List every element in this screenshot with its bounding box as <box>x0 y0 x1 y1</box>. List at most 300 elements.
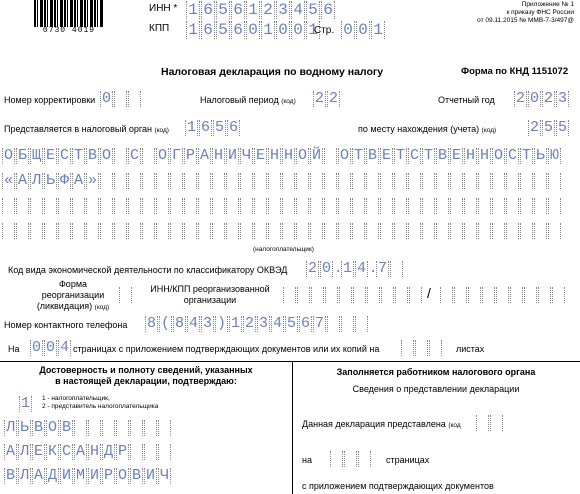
char-cell <box>283 287 296 303</box>
correction-cells <box>100 91 142 107</box>
char-cell: Л <box>19 467 29 484</box>
char-cell: 3 <box>276 1 290 19</box>
char-cell <box>534 198 547 214</box>
char-cell: О <box>101 147 111 164</box>
char-cell <box>429 340 442 356</box>
char-cell <box>310 198 323 214</box>
office-pages-label: страницах <box>386 455 430 465</box>
reorg-inn-cells <box>283 287 423 303</box>
reorg-slash: / <box>427 285 431 301</box>
char-cell <box>506 223 519 239</box>
char-cell: ) <box>216 315 226 332</box>
char-cell <box>367 287 380 303</box>
char-cell: 2 <box>261 1 275 19</box>
char-cell: 1 <box>186 1 200 19</box>
char-cell: В <box>87 147 97 164</box>
char-cell <box>478 173 491 189</box>
char-cell <box>482 287 495 303</box>
char-cell <box>358 451 371 467</box>
char-cell: Т <box>521 147 531 164</box>
char-cell <box>2 198 15 214</box>
char-cell: Н <box>89 443 99 460</box>
char-cell <box>268 173 281 189</box>
char-cell <box>30 198 43 214</box>
char-cell <box>184 173 197 189</box>
char-cell: 1 <box>246 1 260 19</box>
char-cell <box>352 223 365 239</box>
pages-middle-label: страницах с приложением подтверждающих документов или их копий на <box>73 344 380 354</box>
char-cell <box>268 198 281 214</box>
char-cell <box>409 287 422 303</box>
char-cell <box>422 223 435 239</box>
location-cells <box>528 120 570 136</box>
char-cell <box>114 223 127 239</box>
char-cell: И <box>145 467 155 484</box>
char-cell: Т <box>73 147 83 164</box>
char-cell <box>490 415 503 431</box>
char-cell: 8 <box>146 315 156 332</box>
char-cell: 3 <box>557 90 567 107</box>
office-pages-cells <box>330 451 372 467</box>
char-cell <box>128 173 141 189</box>
char-cell: Ч <box>241 147 251 164</box>
char-cell <box>353 287 366 303</box>
char-cell: Р <box>103 467 113 484</box>
char-cell <box>506 173 519 189</box>
char-cell <box>338 173 351 189</box>
char-cell: 4 <box>272 315 282 332</box>
char-cell <box>327 316 340 332</box>
signer-code-cell: 1 <box>20 395 30 412</box>
char-cell <box>226 198 239 214</box>
reorg-kpp-cells <box>440 287 566 303</box>
char-cell <box>130 444 143 460</box>
char-cell <box>380 223 393 239</box>
form-code: Форма по КНД 1151072 <box>461 66 569 77</box>
char-cell <box>394 223 407 239</box>
char-cell: С <box>59 147 69 164</box>
char-cell: 4 <box>188 315 198 332</box>
taxpayer-line <box>2 173 562 189</box>
char-cell <box>240 198 253 214</box>
char-cell <box>114 148 127 164</box>
char-cell: 5 <box>557 119 567 136</box>
char-cell: К <box>47 443 57 460</box>
char-cell <box>394 198 407 214</box>
char-cell: С <box>507 147 517 164</box>
char-cell: 6 <box>201 21 215 39</box>
office-title: Заполняется работником налогового органа <box>336 367 536 377</box>
char-cell <box>341 316 354 332</box>
char-cell <box>380 173 393 189</box>
char-cell <box>184 223 197 239</box>
char-cell: В <box>437 147 447 164</box>
char-cell: Р <box>185 147 195 164</box>
office-docs-label: с приложением подтверждающих документов <box>302 481 494 491</box>
char-cell <box>58 198 71 214</box>
char-cell: 0 <box>291 21 305 39</box>
char-cell: Ь <box>45 172 55 189</box>
char-cell <box>297 287 310 303</box>
char-cell: Н <box>283 147 293 164</box>
char-cell: 3 <box>258 315 268 332</box>
char-cell <box>464 223 477 239</box>
char-cell <box>254 198 267 214</box>
char-cell: 5 <box>216 21 230 39</box>
char-cell <box>520 198 533 214</box>
char-cell <box>520 173 533 189</box>
char-cell: И <box>89 467 99 484</box>
char-cell <box>548 198 561 214</box>
char-cell <box>170 173 183 189</box>
char-cell: Й <box>311 147 321 164</box>
char-cell <box>156 173 169 189</box>
char-cell <box>478 198 491 214</box>
char-cell <box>330 451 343 467</box>
char-cell: 5 <box>306 1 320 19</box>
confirm-title: Достоверность и полноту сведений, указанных в настоящей декларации, подтверждаю: <box>39 365 253 386</box>
char-cell: 0 <box>101 90 111 107</box>
char-cell <box>102 420 115 436</box>
char-cell: 6 <box>201 1 215 19</box>
char-cell <box>198 223 211 239</box>
char-cell <box>548 223 561 239</box>
char-cell <box>44 198 57 214</box>
char-cell: « <box>3 172 13 189</box>
char-cell <box>198 173 211 189</box>
char-cell <box>74 420 87 436</box>
correction-label: Номер корректировки <box>4 95 96 105</box>
char-cell: А <box>73 172 83 189</box>
page-cells <box>341 21 386 39</box>
okved-separator: . <box>369 261 378 277</box>
signer-name-line <box>4 420 172 436</box>
char-cell <box>524 287 537 303</box>
char-cell: 2 <box>543 90 553 107</box>
char-cell: 2 <box>515 90 525 107</box>
char-cell: 2 <box>307 260 317 277</box>
char-cell <box>436 198 449 214</box>
char-cell <box>16 198 29 214</box>
report-year-cells <box>514 91 570 107</box>
char-cell <box>128 198 141 214</box>
char-cell <box>86 198 99 214</box>
char-cell <box>380 198 393 214</box>
char-cell <box>296 198 309 214</box>
tax-period-cells <box>313 91 341 107</box>
reorg-code-cell <box>119 287 133 303</box>
char-cell <box>534 223 547 239</box>
char-cell: О <box>493 147 503 164</box>
char-cell: Ю <box>549 147 559 164</box>
signer-options: 1 - налогоплательщик, 2 - представитель налогоплательщика <box>42 395 159 410</box>
char-cell: 6 <box>300 315 310 332</box>
char-cell <box>170 223 183 239</box>
char-cell <box>128 223 141 239</box>
okved-label: Код вида экономической деятельности по классификатору ОКВЭД <box>8 265 288 275</box>
char-cell <box>325 287 338 303</box>
char-cell: 0 <box>529 90 539 107</box>
char-cell: В <box>33 419 43 436</box>
char-cell <box>408 198 421 214</box>
reorg-liquidation-label: (ликвидация) (код) <box>36 301 110 311</box>
char-cell: 1 <box>306 21 320 39</box>
char-cell <box>468 287 481 303</box>
char-cell: 1 <box>342 260 352 277</box>
char-cell <box>338 198 351 214</box>
char-cell <box>552 287 565 303</box>
page-label: Стр. <box>314 25 335 36</box>
char-cell <box>142 148 155 164</box>
okved-cells <box>306 261 404 277</box>
tax-authority-label: Представляется в налоговый орган (код) <box>4 124 169 134</box>
tax-period-label: Налоговый период (код) <box>200 95 296 105</box>
appendix-note: Приложение № 1 к приказу ФНС России от 09.11.2015 № ММВ-7-3/497@ <box>477 1 574 24</box>
char-cell: О <box>339 147 349 164</box>
char-cell <box>142 198 155 214</box>
char-cell <box>436 173 449 189</box>
char-cell <box>408 173 421 189</box>
char-cell <box>324 223 337 239</box>
kpp-cells <box>186 21 321 39</box>
pages-cells <box>30 340 72 356</box>
char-cell: Т <box>423 147 433 164</box>
inn-label: ИНН * <box>149 3 178 14</box>
char-cell: Е <box>255 147 265 164</box>
char-cell <box>394 173 407 189</box>
kpp-label: КПП <box>149 23 170 34</box>
char-cell: О <box>297 147 307 164</box>
taxpayer-line <box>2 198 562 214</box>
char-cell <box>198 198 211 214</box>
char-cell: 6 <box>231 21 245 39</box>
char-cell <box>114 198 127 214</box>
char-cell: О <box>117 467 127 484</box>
char-cell <box>100 198 113 214</box>
char-cell <box>464 198 477 214</box>
char-cell <box>395 287 408 303</box>
char-cell: В <box>367 147 377 164</box>
okved-separator: . <box>334 261 343 277</box>
char-cell: Б <box>17 147 27 164</box>
char-cell: 4 <box>291 1 305 19</box>
sheets-label: листах <box>456 344 485 354</box>
char-cell: 0 <box>276 21 290 39</box>
char-cell: С <box>409 147 419 164</box>
char-cell: 7 <box>377 260 387 277</box>
barcode-number: 0730 4019 <box>34 27 104 35</box>
char-cell <box>352 173 365 189</box>
char-cell <box>16 223 29 239</box>
char-cell <box>226 173 239 189</box>
char-cell: Л <box>31 172 41 189</box>
char-cell: 6 <box>200 119 210 136</box>
char-cell <box>366 198 379 214</box>
char-cell: И <box>227 147 237 164</box>
char-cell <box>338 223 351 239</box>
office-on-label: на <box>302 455 312 465</box>
char-cell <box>520 223 533 239</box>
char-cell: Г <box>171 147 181 164</box>
char-cell: Л <box>19 443 29 460</box>
char-cell <box>130 420 143 436</box>
char-cell: Е <box>381 147 391 164</box>
char-cell: Н <box>479 147 489 164</box>
char-cell <box>184 198 197 214</box>
char-cell <box>548 173 561 189</box>
char-cell <box>226 223 239 239</box>
char-cell: А <box>75 443 85 460</box>
char-cell: Т <box>353 147 363 164</box>
char-cell <box>114 173 127 189</box>
char-cell: 2 <box>244 315 254 332</box>
char-cell: 0 <box>341 21 355 39</box>
char-cell: 3 <box>202 315 212 332</box>
char-cell <box>158 444 171 460</box>
char-cell <box>156 223 169 239</box>
char-cell <box>88 420 101 436</box>
char-cell <box>440 287 453 303</box>
char-cell <box>464 173 477 189</box>
office-subtitle: Сведения о представлении декларации <box>352 384 520 394</box>
report-year-label: Отчетный год <box>438 95 495 105</box>
char-cell: Л <box>5 419 15 436</box>
char-cell: С <box>129 147 139 164</box>
char-cell: В <box>131 467 141 484</box>
char-cell <box>366 223 379 239</box>
char-cell <box>450 173 463 189</box>
char-cell: Н <box>465 147 475 164</box>
char-cell: 5 <box>216 1 230 19</box>
char-cell <box>478 223 491 239</box>
char-cell: 5 <box>543 119 553 136</box>
char-cell: Р <box>117 443 127 460</box>
inn-cells <box>186 1 336 19</box>
location-label: по месту нахождения (учета) (код) <box>358 124 497 134</box>
char-cell <box>390 261 403 277</box>
char-cell: Т <box>395 147 405 164</box>
char-cell: Щ <box>31 147 41 164</box>
char-cell <box>310 223 323 239</box>
char-cell <box>240 223 253 239</box>
char-cell <box>534 173 547 189</box>
char-cell <box>144 420 157 436</box>
char-cell <box>142 173 155 189</box>
char-cell <box>212 173 225 189</box>
char-cell <box>72 223 85 239</box>
char-cell: 6 <box>321 1 335 19</box>
char-cell <box>58 223 71 239</box>
char-cell: О <box>47 419 57 436</box>
sheets-cells <box>401 340 443 356</box>
char-cell: А <box>17 172 27 189</box>
presented-code-cells <box>476 415 504 431</box>
char-cell: О <box>3 147 13 164</box>
char-cell <box>352 198 365 214</box>
char-cell <box>408 223 421 239</box>
form-title: Налоговая декларация по водному налогу <box>161 66 384 78</box>
char-cell <box>158 420 171 436</box>
char-cell <box>324 173 337 189</box>
char-cell <box>344 451 357 467</box>
char-cell <box>450 198 463 214</box>
phone-cells <box>145 316 369 332</box>
char-cell: 0 <box>31 339 41 356</box>
pages-on-label: На <box>8 344 20 354</box>
char-cell <box>100 223 113 239</box>
char-cell: 8 <box>174 315 184 332</box>
char-cell <box>282 173 295 189</box>
presented-label: Данная декларация представлена (код <box>302 419 461 429</box>
char-cell <box>144 444 157 460</box>
char-cell: 1 <box>261 21 275 39</box>
char-cell: 0 <box>246 21 260 39</box>
tax-authority-cells <box>185 120 241 136</box>
char-cell: 1 <box>371 21 385 39</box>
char-cell: ( <box>160 315 170 332</box>
char-cell <box>381 287 394 303</box>
char-cell: 1 <box>230 315 240 332</box>
char-cell <box>86 223 99 239</box>
char-cell <box>450 223 463 239</box>
reorg-form-label: Форма реорганизации (ликвидация) (код) <box>28 279 118 312</box>
char-cell <box>355 316 368 332</box>
char-cell <box>296 173 309 189</box>
char-cell <box>538 287 551 303</box>
char-cell <box>72 198 85 214</box>
char-cell <box>254 173 267 189</box>
char-cell <box>212 198 225 214</box>
char-cell <box>2 223 15 239</box>
char-cell: 5 <box>214 119 224 136</box>
char-cell <box>142 223 155 239</box>
char-cell: » <box>87 172 97 189</box>
char-cell: Ч <box>159 467 169 484</box>
char-cell: Д <box>47 467 57 484</box>
char-cell <box>268 223 281 239</box>
char-cell <box>436 223 449 239</box>
char-cell <box>476 415 489 431</box>
char-cell: Е <box>33 443 43 460</box>
char-cell <box>492 173 505 189</box>
char-cell: С <box>61 443 71 460</box>
char-cell: Ф <box>59 172 69 189</box>
char-cell <box>339 287 352 303</box>
char-cell: В <box>5 467 15 484</box>
char-cell: Н <box>269 147 279 164</box>
char-cell <box>311 287 324 303</box>
char-cell <box>282 223 295 239</box>
char-cell <box>492 198 505 214</box>
char-cell <box>114 91 127 107</box>
char-cell: 1 <box>186 119 196 136</box>
signer-name-line <box>4 468 172 484</box>
char-cell: 6 <box>231 1 245 19</box>
taxpayer-caption: (налогоплательщик) <box>253 246 314 253</box>
char-cell <box>506 198 519 214</box>
char-cell: 1 <box>186 21 200 39</box>
char-cell: А <box>199 147 209 164</box>
bottom-top-border <box>0 361 580 362</box>
char-cell: М <box>75 467 85 484</box>
char-cell <box>324 198 337 214</box>
char-cell <box>254 223 267 239</box>
char-cell <box>422 198 435 214</box>
phone-label: Номер контактного телефона <box>4 320 128 330</box>
char-cell: 0 <box>45 339 55 356</box>
char-cell: А <box>33 467 43 484</box>
char-cell <box>212 223 225 239</box>
